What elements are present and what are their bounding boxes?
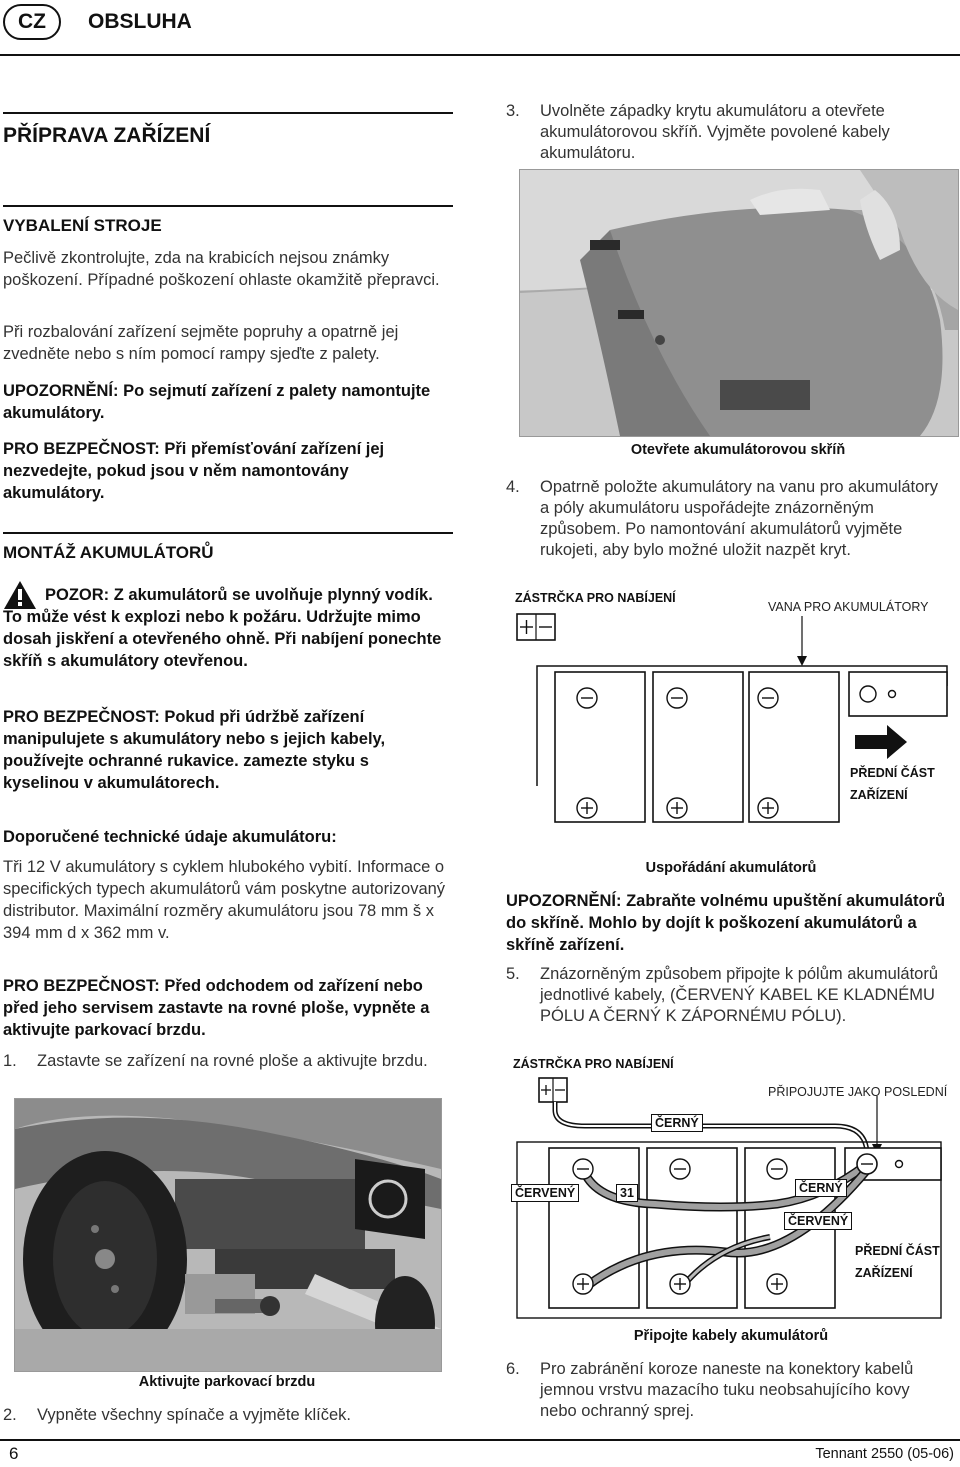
caption-battery-arrangement: Uspořádání akumulátorů [645,860,817,876]
step-5 [506,964,946,1027]
header-rule [0,54,960,56]
safety-note-gloves: PRO BEZPEČNOST: Pokud při údržbě zařízení manipulujete s akumulátory nebo s jejich kabely, používejte ochranné rukavice. zamezte styku s kyselinou v akumulátorech. [3,708,386,792]
safety-note-lift: PRO BEZPEČNOST: Při přemísťování zařízení jej nezvedejte, pokud jsou v něm namontovány akumulátory. [3,440,385,502]
step-1 [3,1051,443,1072]
doc-reference: Tennant 2550 (05-06) [815,1446,954,1462]
footer-rule [0,1439,960,1441]
section-title: OBSLUHA [88,10,192,33]
label-red-right: ČERVENÝ [784,1212,852,1230]
diagram-cable-connections [505,1052,957,1322]
label-front-1b: PŘEDNÍ ČÁST [855,1244,940,1258]
spec-title: Doporučené technické údaje akumulátoru: [3,828,337,846]
step-4 [506,477,946,561]
caption-cable-connections: Připojte kabely akumulátorů [633,1328,829,1344]
page-heading: PŘÍPRAVA ZAŘÍZENÍ [3,124,211,147]
step-text: Uvolněte západky krytu akumulátoru a otevřete akumulátorovou skříň. Vyjměte povolené kabely akumulátoru. [540,102,890,162]
step-text: Vypněte všechny spínače a vyjměte klíček. [37,1406,351,1424]
step-number: 5. [506,965,520,983]
language-code: CZ [18,10,46,33]
section-rule [3,205,453,207]
step-text: Pro zabránění koroze naneste na konektory kabelů jemnou vrstvu mazacího tuku neobsahujícího kovy nebo ochranný sprej. [540,1360,914,1420]
step-text: Opatrně položte akumulátory na vanu pro akumulátory a póly akumulátoru uspořádejte znázorněným způsobem. Po namontování akumulátorů vyjměte rukojeti, aby bylo možné uložit nazpět kryt. [540,478,939,559]
step-2 [3,1405,443,1426]
label-battery-tray: VANA PRO AKUMULÁTORY [768,600,929,614]
note-install-batteries: UPOZORNĚNÍ: Po sejmutí zařízení z palety namontujte akumulátory. [3,382,431,422]
step-text: Zastavte se zařízení na rovné ploše a aktivujte brzdu. [37,1052,428,1070]
step-number: 1. [3,1052,17,1070]
spec-text: Tři 12 V akumulátory s cyklem hlubokého vybití. Informace o specifických typech akumulátorů vám poskytne autorizovaný distributor. Maximální rozměry akumulátoru jsou 78 mm š x 394 mm d x 362 mm v. [3,858,446,942]
label-black-right: ČERNÝ [795,1179,847,1197]
safety-note-parking: PRO BEZPEČNOST: Před odchodem od zařízení nebo před jeho servisem zastavte na rovné ploše, vypněte a aktivujte parkovací brzdu. [3,977,430,1039]
label-charging-plug: ZÁSTRČKA PRO NABÍJENÍ [515,591,676,605]
label-front-1: PŘEDNÍ ČÁST [850,766,935,780]
step-number: 2. [3,1406,17,1424]
page-number: 6 [9,1444,19,1463]
warning-text: POZOR: Z akumulátorů se uvolňuje plynný vodík. To může vést k explozi nebo k požáru. Udržujte mimo dosah jiskření a otevřeného ohně. Při nabíjení ponechte skříň s akumulátory otevřenou. [3,586,442,670]
label-connect-last: PŘIPOJUJTE JAKO POSLEDNÍ [768,1085,948,1099]
step-3 [506,101,946,164]
step-number: 4. [506,478,520,496]
caption-open-compartment: Otevřete akumulátorovou skříň [630,442,846,458]
step-6 [506,1359,946,1422]
label-number-31: 31 [616,1184,638,1202]
label-red-left: ČERVENÝ [511,1184,579,1202]
paragraph-unpack: Při rozbalování zařízení sejměte popruhy a opatrně jej zvedněte nebo s ním pomocí rampy sjeďte z palety. [3,323,399,363]
label-front-2b: ZAŘÍZENÍ [855,1266,913,1280]
diagram-battery-arrangement [505,586,957,846]
photo-open-compartment [519,169,959,437]
paragraph-inspect: Pečlivě zkontrolujte, zda na krabicích nejsou známky poškození. Případné poškození ohlaste okamžitě přepravci. [3,249,440,289]
section-rule [3,112,453,114]
photo-parking-brake [14,1098,442,1372]
note-drop: UPOZORNĚNÍ: Zabraňte volnému upuštění akumulátorů do skříně. Mohlo by dojít k poškození akumulátorů a skříně zařízení. [506,892,946,954]
label-front-2: ZAŘÍZENÍ [850,788,908,802]
heading-unpack: VYBALENÍ STROJE [3,216,162,235]
caption-parking-brake: Aktivujte parkovací brzdu [138,1374,316,1390]
warning-hydrogen [3,584,443,672]
label-charging-plug-2: ZÁSTRČKA PRO NABÍJENÍ [513,1057,674,1071]
step-text: Znázorněným způsobem připojte k pólům akumulátorů jednotlivé kabely, (ČERVENÝ KABEL KE KLADNÉMU PÓLU A ČERNÝ K ZÁPORNÉMU PÓLU). [540,965,939,1025]
section-rule [3,532,453,534]
language-badge [3,4,61,40]
heading-battery-install: MONTÁŽ AKUMULÁTORŮ [3,543,214,562]
label-black-top: ČERNÝ [651,1114,703,1132]
step-number: 3. [506,102,520,120]
step-number: 6. [506,1360,520,1378]
